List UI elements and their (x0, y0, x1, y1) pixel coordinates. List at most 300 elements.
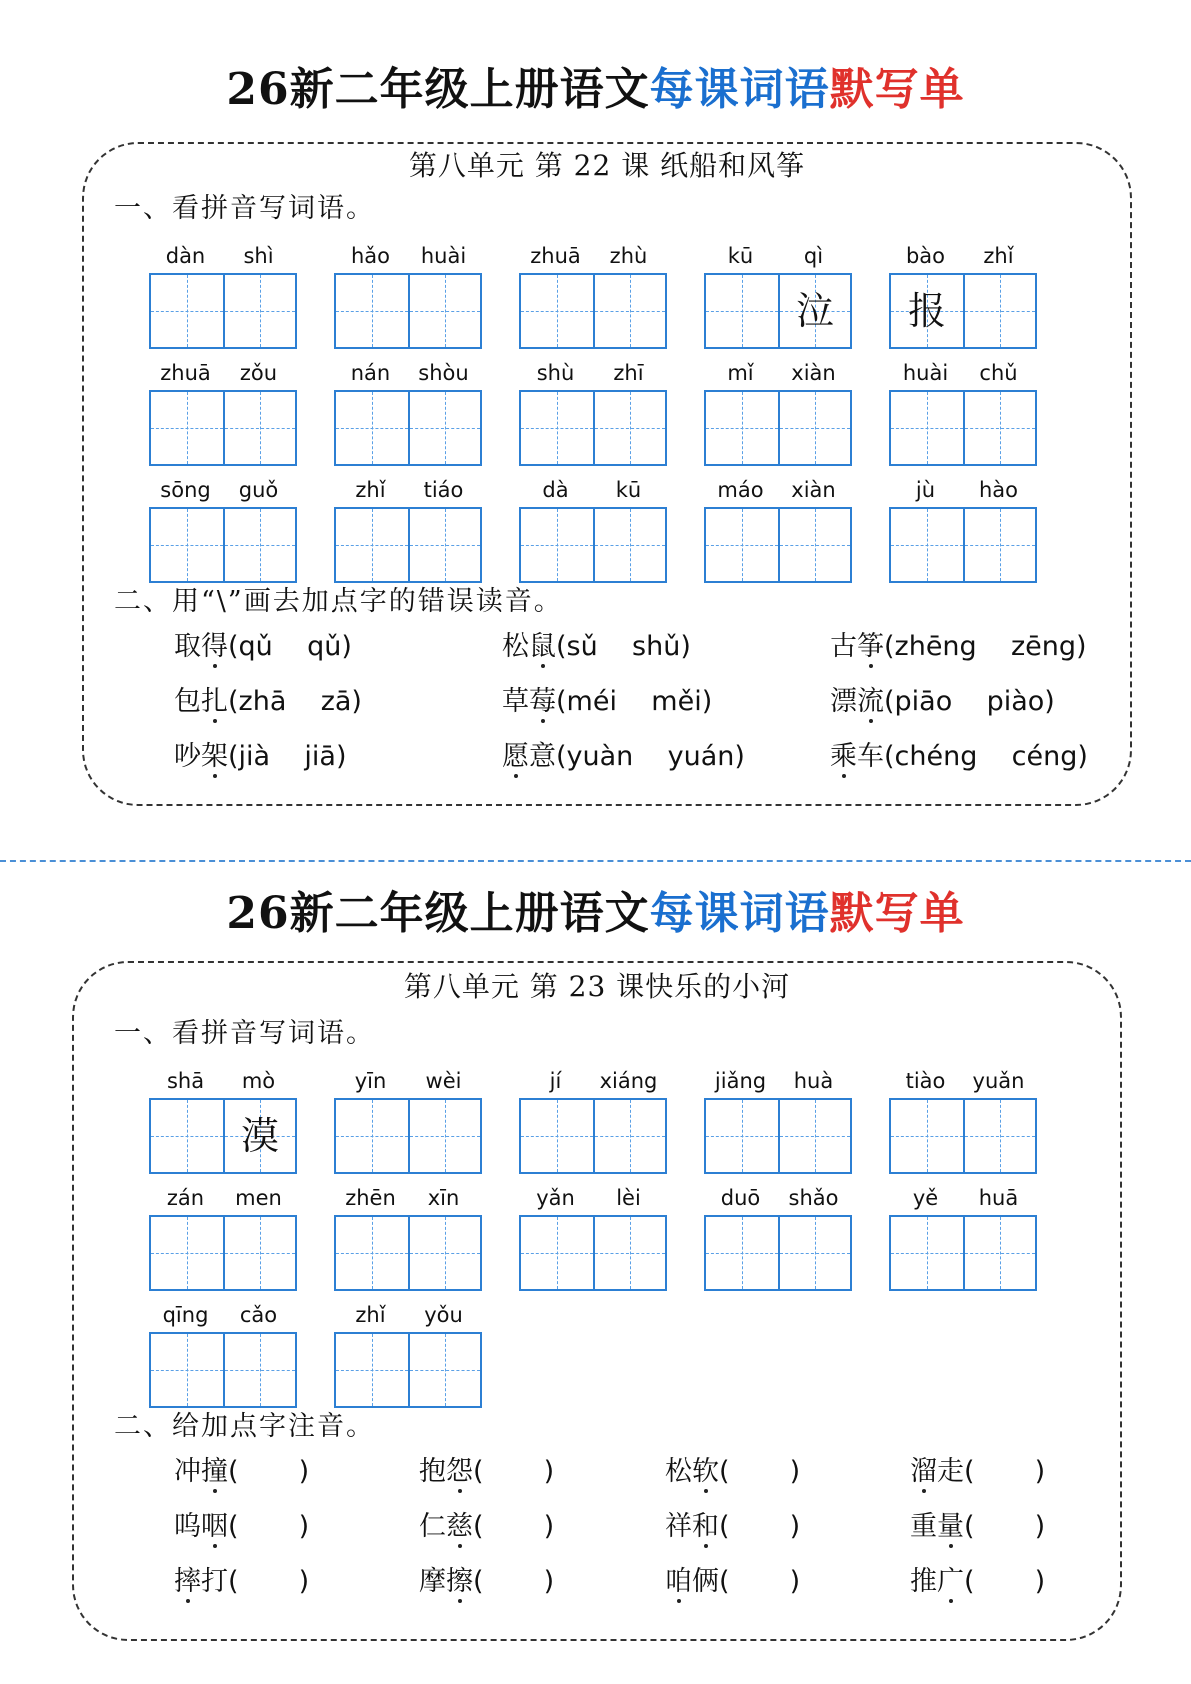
tian-zi-ge-cell[interactable] (706, 1217, 778, 1289)
pinyin-syllable: zhēn (345, 1186, 396, 1210)
word-item (174, 1565, 309, 1599)
tian-zi-ge-cell[interactable] (593, 275, 665, 347)
prefilled-char (521, 275, 593, 347)
pinyin-syllable: hào (978, 478, 1019, 502)
pinyin-label (519, 360, 665, 386)
tian-zi-ge-cell[interactable] (521, 275, 593, 347)
word-item (149, 1068, 295, 1172)
tian-zi-ge-cell[interactable] (151, 1100, 223, 1172)
prefilled-char (780, 509, 850, 581)
prefilled-char (521, 1217, 593, 1289)
prefilled-char: 漠 (240, 1114, 279, 1158)
tian-zi-ge-cell[interactable] (891, 1100, 963, 1172)
writing-boxes (149, 1098, 297, 1174)
word-item (334, 477, 480, 581)
tian-zi-ge-cell[interactable] (706, 392, 778, 464)
writing-boxes (519, 507, 667, 583)
prefilled-char (225, 275, 295, 347)
dotted-char: 筝 (857, 631, 884, 662)
word-item (519, 243, 665, 347)
pinyin-label (519, 477, 665, 503)
dotted-char: 撞 (201, 1456, 228, 1487)
tian-zi-ge-cell[interactable] (963, 509, 1035, 581)
word-item (174, 1510, 309, 1544)
tian-zi-ge-cell[interactable] (151, 275, 223, 347)
pinyin-syllable: men (235, 1186, 282, 1210)
word-item (149, 477, 295, 581)
word-prefix: 古 (830, 631, 857, 662)
prefilled-char (706, 1217, 778, 1289)
word-item (519, 477, 665, 581)
pinyin-syllable: tiáo (423, 478, 464, 502)
prefilled-char (521, 392, 593, 464)
writing-boxes (519, 1215, 667, 1291)
word-item (174, 1455, 309, 1489)
writing-boxes (334, 390, 482, 466)
dotted-char: 慈 (446, 1511, 473, 1542)
pinyin-label (149, 360, 295, 386)
tian-zi-ge-cell[interactable] (963, 392, 1035, 464)
pinyin-label (149, 243, 295, 269)
tian-zi-ge-cell[interactable] (223, 1217, 295, 1289)
title-part-blue: 每课词语 (649, 888, 830, 939)
pinyin-label (889, 1185, 1035, 1211)
word-answer: (qǔ qǔ) (228, 631, 352, 662)
dotted-char: 咱 (665, 1566, 692, 1597)
pinyin-syllable: xiàn (791, 478, 836, 502)
pinyin-syllable: yǎn (536, 1186, 575, 1210)
pinyin-label (149, 477, 295, 503)
word-item (519, 360, 665, 464)
word-answer: (zhā zā) (228, 686, 362, 717)
word-answer: ( ) (719, 1456, 801, 1487)
pinyin-label (519, 1068, 665, 1094)
pinyin-label (149, 1068, 295, 1094)
word-item (519, 1185, 665, 1289)
tian-zi-ge-cell[interactable] (891, 275, 963, 347)
prefilled-char: 报 (907, 289, 946, 333)
pinyin-syllable: chǔ (979, 361, 1018, 385)
section-heading: 二、用“\”画去加点字的错误读音。 (114, 586, 563, 617)
dotted-char: 流 (857, 686, 884, 717)
word-item (830, 685, 1055, 719)
tian-zi-ge-cell[interactable] (521, 509, 593, 581)
tian-zi-ge-cell[interactable] (223, 509, 295, 581)
tian-zi-ge-cell[interactable] (521, 1217, 593, 1289)
word-answer: 俩( ) (692, 1566, 801, 1597)
pinyin-syllable: jí (549, 1069, 562, 1093)
word-item (334, 1185, 480, 1289)
pinyin-label (889, 243, 1035, 269)
dotted-char: 擦 (446, 1566, 473, 1597)
pinyin-syllable: zhuā (160, 361, 211, 385)
word-answer: ( ) (719, 1511, 801, 1542)
word-prefix: 推 (910, 1566, 937, 1597)
prefilled-char: 泣 (795, 289, 834, 333)
title-part-blue: 每课词语 (649, 64, 830, 115)
writing-boxes (889, 1215, 1037, 1291)
pinyin-syllable: cǎo (239, 1303, 278, 1327)
pinyin-label (334, 360, 480, 386)
writing-boxes (334, 1215, 482, 1291)
pinyin-syllable: wèi (425, 1069, 462, 1093)
prefilled-char (706, 1100, 778, 1172)
word-item (174, 630, 352, 664)
word-item (502, 630, 691, 664)
prefilled-char (595, 1217, 665, 1289)
word-item (334, 360, 480, 464)
pinyin-syllable: sōng (160, 478, 211, 502)
tian-zi-ge-cell[interactable] (593, 1100, 665, 1172)
writing-boxes (889, 507, 1037, 583)
dotted-char: 咽 (201, 1511, 228, 1542)
tian-zi-ge-cell[interactable] (778, 509, 850, 581)
pinyin-label (334, 1302, 480, 1328)
writing-boxes (519, 1098, 667, 1174)
pinyin-syllable: jù (915, 478, 936, 502)
word-item (704, 360, 850, 464)
pinyin-label (149, 1185, 295, 1211)
tian-zi-ge-cell[interactable] (223, 392, 295, 464)
section-heading: 一、看拼音写词语。 (114, 193, 375, 224)
pinyin-syllable: zán (166, 1186, 205, 1210)
pinyin-syllable: duō (720, 1186, 761, 1210)
writing-boxes (149, 507, 297, 583)
tian-zi-ge-cell[interactable] (593, 509, 665, 581)
prefilled-char (965, 1217, 1035, 1289)
tian-zi-ge-cell[interactable] (336, 1334, 408, 1406)
word-answer: ( ) (228, 1511, 310, 1542)
word-item (419, 1510, 554, 1544)
pinyin-syllable: mò (241, 1069, 276, 1093)
pinyin-syllable: qīng (162, 1303, 209, 1327)
prefilled-char (225, 1217, 295, 1289)
word-item (889, 1185, 1035, 1289)
pinyin-syllable: kū (727, 244, 754, 268)
tian-zi-ge-cell[interactable] (151, 392, 223, 464)
title-part-black: 26新二年级上册语文 (226, 888, 650, 939)
word-item (704, 243, 850, 347)
prefilled-char (336, 1217, 408, 1289)
pinyin-label (519, 243, 665, 269)
prefilled-char (595, 275, 665, 347)
word-item (419, 1565, 554, 1599)
pinyin-syllable: shā (166, 1069, 205, 1093)
cut-line (0, 860, 1191, 862)
word-item (665, 1510, 800, 1544)
pinyin-syllable: shǎo (788, 1186, 839, 1210)
word-answer: 意(yuàn yuán) (529, 741, 745, 772)
pinyin-syllable: zhǐ (355, 1303, 386, 1327)
lesson-title: 第八单元 第 23 课快乐的小河 (403, 970, 791, 1003)
word-prefix: 冲 (174, 1456, 201, 1487)
word-item (830, 740, 1088, 774)
pinyin-grid (149, 1068, 1049, 1408)
tian-zi-ge-cell[interactable] (521, 392, 593, 464)
pinyin-syllable: dàn (165, 244, 206, 268)
pinyin-syllable: zhǐ (355, 478, 386, 502)
pinyin-syllable: shòu (418, 361, 469, 385)
tian-zi-ge-cell[interactable] (706, 1100, 778, 1172)
tian-zi-ge-cell[interactable] (336, 1217, 408, 1289)
word-answer: (méi měi) (556, 686, 713, 717)
pinyin-label (704, 1185, 850, 1211)
writing-boxes (704, 273, 852, 349)
tian-zi-ge-cell[interactable] (408, 1100, 480, 1172)
prefilled-char (706, 275, 778, 347)
writing-boxes (334, 507, 482, 583)
writing-boxes (889, 273, 1037, 349)
pinyin-syllable: zǒu (239, 361, 278, 385)
tian-zi-ge-cell[interactable] (408, 1334, 480, 1406)
dotted-char: 和 (692, 1511, 719, 1542)
prefilled-char (336, 275, 408, 347)
word-prefix: 抱 (419, 1456, 446, 1487)
tian-zi-ge-cell[interactable] (336, 1100, 408, 1172)
prefilled-char (521, 509, 593, 581)
title-part-red: 默写单 (829, 888, 965, 939)
word-item (149, 360, 295, 464)
pinyin-label (889, 477, 1035, 503)
pinyin-label (704, 360, 850, 386)
dotted-char: 莓 (529, 686, 556, 717)
dotted-char: 怨 (446, 1456, 473, 1487)
word-item (334, 243, 480, 347)
tian-zi-ge-cell[interactable] (778, 275, 850, 347)
tian-zi-ge-cell[interactable] (151, 1334, 223, 1406)
word-answer: ( ) (473, 1456, 555, 1487)
word-item (665, 1455, 800, 1489)
word-item (519, 1068, 665, 1172)
pinyin-label (704, 243, 850, 269)
prefilled-char (151, 1100, 223, 1172)
prefilled-char (410, 275, 480, 347)
prefilled-char (410, 392, 480, 464)
tian-zi-ge-cell[interactable] (336, 275, 408, 347)
dotted-char: 得 (201, 631, 228, 662)
section-heading: 二、给加点字注音。 (114, 1411, 375, 1442)
pinyin-syllable: zhǐ (983, 244, 1014, 268)
word-answer: (sǔ shǔ) (556, 631, 691, 662)
word-answer: 车(chéng céng) (857, 741, 1088, 772)
prefilled-char (225, 392, 295, 464)
prefilled-char (965, 392, 1035, 464)
word-prefix: 包 (174, 686, 201, 717)
pinyin-syllable: tiào (905, 1069, 946, 1093)
word-prefix: 摩 (419, 1566, 446, 1597)
prefilled-char (891, 392, 963, 464)
tian-zi-ge-cell[interactable] (408, 1217, 480, 1289)
word-item (502, 740, 745, 774)
word-prefix: 草 (502, 686, 529, 717)
word-item (704, 1185, 850, 1289)
pinyin-label (704, 477, 850, 503)
tian-zi-ge-cell[interactable] (891, 392, 963, 464)
word-answer: (zhēng zēng) (884, 631, 1087, 662)
tian-zi-ge-cell[interactable] (408, 275, 480, 347)
dotted-char: 架 (201, 741, 228, 772)
tian-zi-ge-cell[interactable] (223, 1100, 295, 1172)
pinyin-syllable: huài (902, 361, 949, 385)
tian-zi-ge-cell[interactable] (963, 1100, 1035, 1172)
pinyin-syllable: jiǎng (714, 1069, 767, 1093)
prefilled-char (595, 509, 665, 581)
page-title (0, 62, 1191, 118)
writing-boxes (889, 1098, 1037, 1174)
dotted-char: 溜 (910, 1456, 937, 1487)
word-item (704, 1068, 850, 1172)
pinyin-label (334, 477, 480, 503)
prefilled-char (891, 1100, 963, 1172)
prefilled-char (780, 1217, 850, 1289)
pinyin-syllable: lèi (616, 1186, 641, 1210)
word-item (704, 477, 850, 581)
word-item (910, 1510, 1045, 1544)
prefilled-char (336, 1334, 408, 1406)
prefilled-char (410, 1217, 480, 1289)
word-item (910, 1455, 1045, 1489)
word-answer: ( ) (473, 1511, 555, 1542)
tian-zi-ge-cell[interactable] (151, 509, 223, 581)
word-item (889, 243, 1035, 347)
word-answer: ( ) (228, 1456, 310, 1487)
pinyin-syllable: yǒu (424, 1303, 463, 1327)
prefilled-char (595, 392, 665, 464)
tian-zi-ge-cell[interactable] (706, 509, 778, 581)
word-prefix: 松 (502, 631, 529, 662)
prefilled-char (151, 1334, 223, 1406)
dotted-char: 扎 (201, 686, 228, 717)
dotted-char: 愿 (502, 741, 529, 772)
word-item (149, 1302, 295, 1406)
writing-boxes (334, 1098, 482, 1174)
tian-zi-ge-cell[interactable] (706, 275, 778, 347)
word-prefix: 吵 (174, 741, 201, 772)
pinyin-syllable: huài (420, 244, 467, 268)
pinyin-label (519, 1185, 665, 1211)
tian-zi-ge-cell[interactable] (778, 1217, 850, 1289)
prefilled-char (891, 1217, 963, 1289)
writing-boxes (149, 1332, 297, 1408)
tian-zi-ge-cell[interactable] (593, 1217, 665, 1289)
pinyin-label (889, 1068, 1035, 1094)
prefilled-char (965, 275, 1035, 347)
word-answer: (jià jiā) (228, 741, 347, 772)
word-prefix: 取 (174, 631, 201, 662)
tian-zi-ge-cell[interactable] (891, 1217, 963, 1289)
word-item (174, 685, 362, 719)
dotted-char: 摔 (174, 1566, 201, 1597)
word-item (502, 685, 712, 719)
word-item (149, 243, 295, 347)
writing-boxes (704, 507, 852, 583)
pinyin-label (149, 1302, 295, 1328)
pinyin-syllable: bào (905, 244, 946, 268)
word-item (419, 1455, 554, 1489)
pinyin-syllable: qì (803, 244, 824, 268)
prefilled-char (151, 275, 223, 347)
tian-zi-ge-cell[interactable] (963, 275, 1035, 347)
dotted-char: 量 (937, 1511, 964, 1542)
lesson-title: 第八单元 第 22 课 纸船和风筝 (408, 149, 806, 182)
word-item (910, 1565, 1045, 1599)
pinyin-syllable: hǎo (350, 244, 391, 268)
section-heading: 一、看拼音写词语。 (114, 1018, 375, 1049)
pinyin-syllable: yuǎn (972, 1069, 1025, 1093)
pinyin-label (889, 360, 1035, 386)
tian-zi-ge-cell[interactable] (408, 392, 480, 464)
tian-zi-ge-cell[interactable] (223, 275, 295, 347)
word-item (889, 1068, 1035, 1172)
prefilled-char (780, 392, 850, 464)
page-title (0, 886, 1191, 942)
word-item (889, 360, 1035, 464)
writing-boxes (889, 390, 1037, 466)
prefilled-char (151, 1217, 223, 1289)
dotted-char: 软 (692, 1456, 719, 1487)
word-item (334, 1302, 480, 1406)
prefilled-char (780, 1100, 850, 1172)
tian-zi-ge-cell[interactable] (593, 392, 665, 464)
writing-boxes (704, 1215, 852, 1291)
pinyin-grid (149, 243, 1049, 583)
tian-zi-ge-cell[interactable] (891, 509, 963, 581)
tian-zi-ge-cell[interactable] (223, 1334, 295, 1406)
pinyin-syllable: guǒ (238, 478, 279, 502)
tian-zi-ge-cell[interactable] (336, 392, 408, 464)
word-answer: 走( ) (937, 1456, 1046, 1487)
tian-zi-ge-cell[interactable] (778, 392, 850, 464)
pinyin-syllable: dà (542, 478, 569, 502)
word-item (334, 1068, 480, 1172)
prefilled-char (965, 1100, 1035, 1172)
prefilled-char (225, 509, 295, 581)
pinyin-syllable: kū (615, 478, 642, 502)
writing-boxes (149, 1215, 297, 1291)
prefilled-char (151, 509, 223, 581)
pinyin-syllable: nán (350, 361, 391, 385)
word-answer: ( ) (964, 1566, 1046, 1597)
title-part-black: 26新二年级上册语文 (226, 64, 650, 115)
word-item (665, 1565, 800, 1599)
pinyin-syllable: zhù (609, 244, 648, 268)
word-prefix: 祥 (665, 1511, 692, 1542)
pinyin-syllable: yīn (354, 1069, 387, 1093)
pinyin-syllable: mǐ (727, 361, 754, 385)
title-part-red: 默写单 (829, 64, 965, 115)
pinyin-syllable: shì (243, 244, 274, 268)
tian-zi-ge-cell[interactable] (963, 1217, 1035, 1289)
tian-zi-ge-cell[interactable] (778, 1100, 850, 1172)
tian-zi-ge-cell[interactable] (336, 509, 408, 581)
prefilled-char (336, 392, 408, 464)
tian-zi-ge-cell[interactable] (521, 1100, 593, 1172)
prefilled-char (521, 1100, 593, 1172)
prefilled-char (336, 509, 408, 581)
prefilled-char (225, 1334, 295, 1406)
prefilled-char (706, 509, 778, 581)
tian-zi-ge-cell[interactable] (408, 509, 480, 581)
tian-zi-ge-cell[interactable] (151, 1217, 223, 1289)
pinyin-syllable: máo (717, 478, 764, 502)
word-item (830, 630, 1087, 664)
writing-boxes (704, 390, 852, 466)
word-answer: (piāo piào) (884, 686, 1055, 717)
word-answer: ( ) (473, 1566, 555, 1597)
dotted-char: 广 (937, 1566, 964, 1597)
pinyin-syllable: shù (536, 361, 575, 385)
prefilled-char (965, 509, 1035, 581)
